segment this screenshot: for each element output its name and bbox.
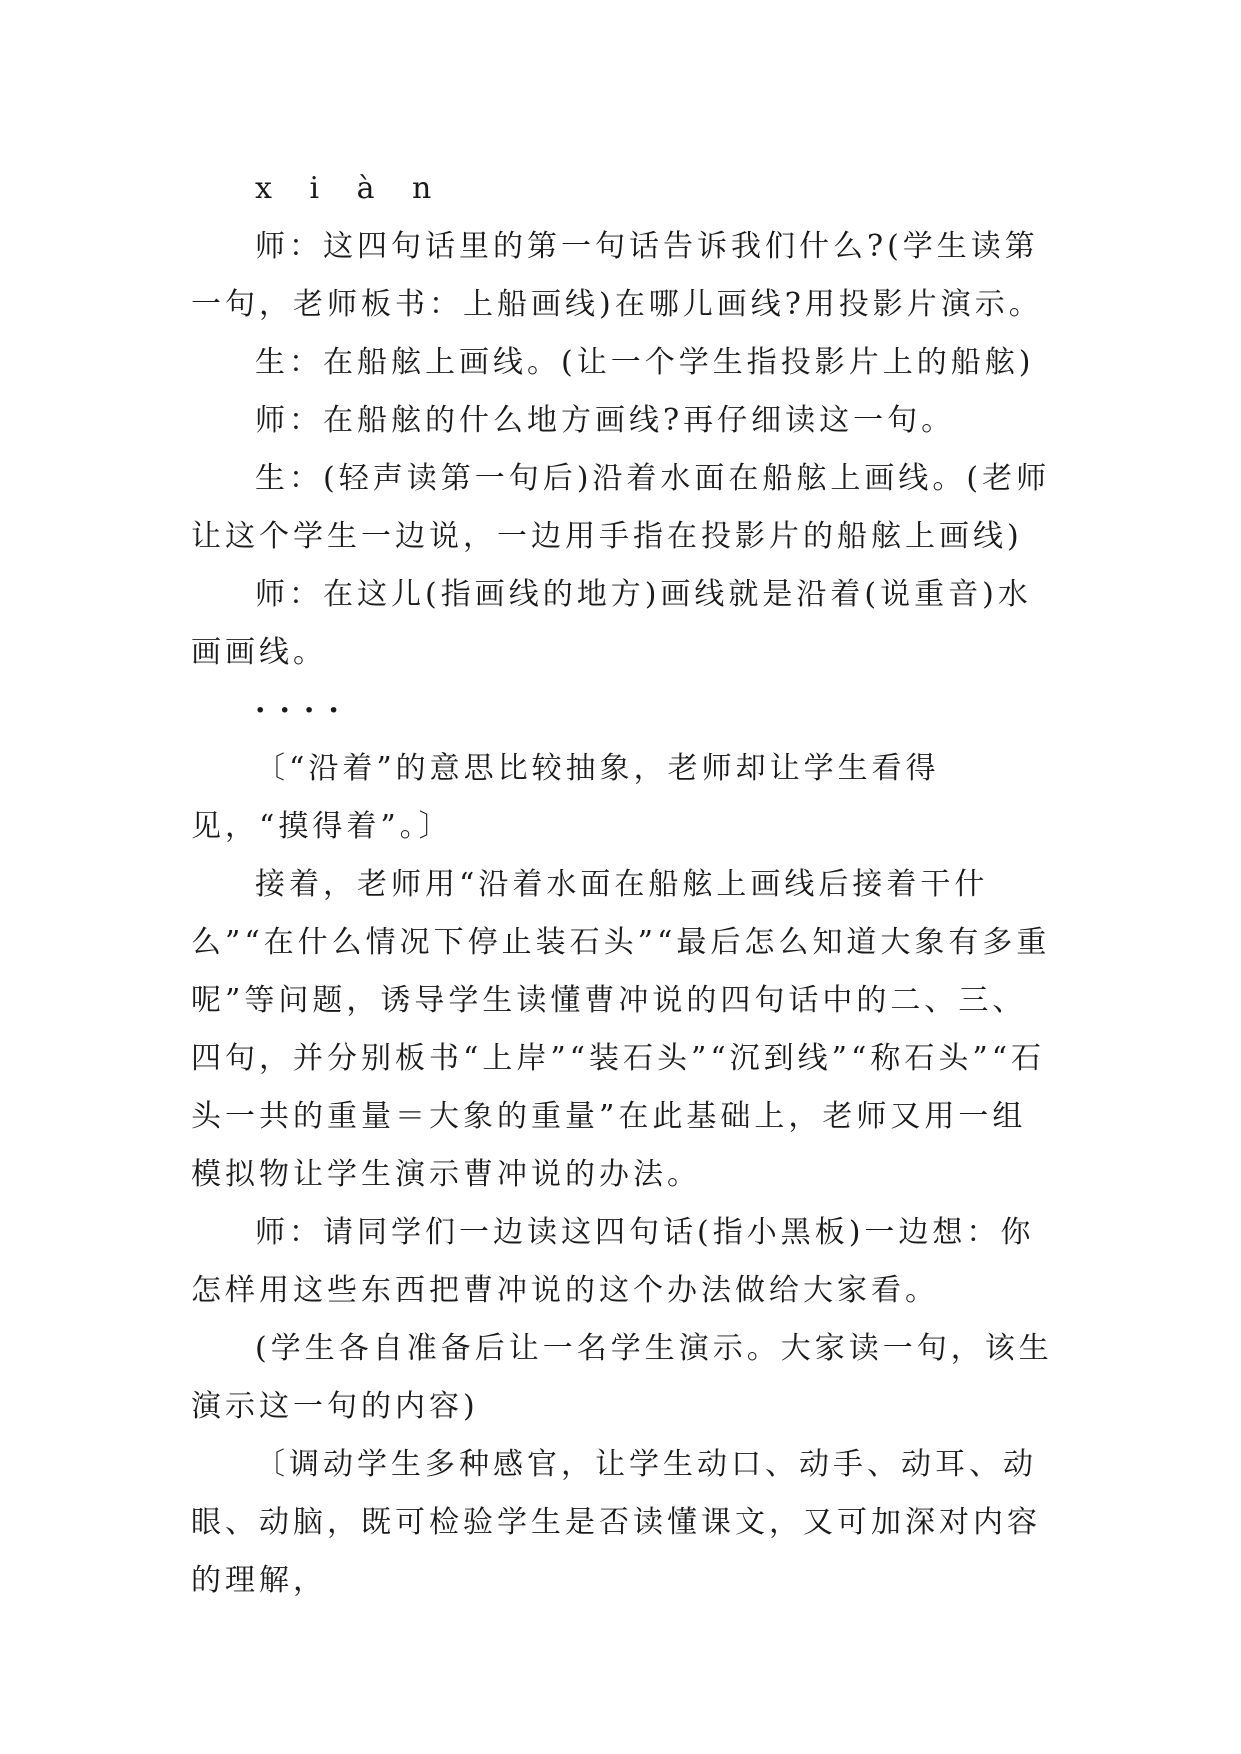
- paragraph-teacher-question-2: 师：在船舷的什么地方画线?再仔细读这一句。: [255, 403, 956, 438]
- paragraph-teacher-question-1: 师：这四句话里的第一句话告诉我们什么?(学生读第一句，老师板书：上船画线)在哪儿画线?用投影片演示。: [191, 229, 1043, 322]
- paragraph-narration: 接着，老师用“沿着水面在船舷上画线后接着干什么”“在什么情况下停止装石头”“最后怎么知道大象有多重呢”等问题，诱导学生读懂曹冲说的四句话中的二、三、四句，并分别板书“上岸”“装石头”“沉到线”“称石头”“石头一共的重量＝大象的重量”在此基础上，老师又用一组模拟物让学生演示曹冲说的办法。: [191, 867, 1051, 1192]
- paragraph-teacher-instruction: 师：请同学们一边读这四句话(指小黑板)一边想：你怎样用这些东西把曹冲说的这个办法做给大家看。: [191, 1215, 1035, 1308]
- paragraph-comment-2: 〔调动学生多种感官，让学生动口、动手、动耳、动眼、动脑，既可检验学生是否读懂课文，又可加深对内容的理解，: [191, 1447, 1041, 1598]
- ellipsis-dots: ····: [255, 693, 353, 728]
- document-body: [191, 160, 1053, 1610]
- paragraph-student-answer-2: 生：(轻声读第一句后)沿着水面在船舷上画线。(老师让这个学生一边说，一边用手指在投影片的船舷上画线): [191, 461, 1051, 554]
- paragraph-demonstration: (学生各自准备后让一名学生演示。大家读一句，该生演示这一句的内容): [191, 1331, 1053, 1424]
- paragraph-teacher-explanation: 师：在这儿(指画线的地方)画线就是沿着(说重音)水画画线。: [191, 577, 1032, 670]
- pinyin-line: x i à n: [255, 171, 446, 206]
- paragraph-comment-1: 〔“沿着”的意思比较抽象，老师却让学生看得见，“摸得着”。〕: [191, 751, 940, 844]
- paragraph-student-answer-1: 生：在船舷上画线。(让一个学生指投影片上的船舷): [255, 345, 1035, 380]
